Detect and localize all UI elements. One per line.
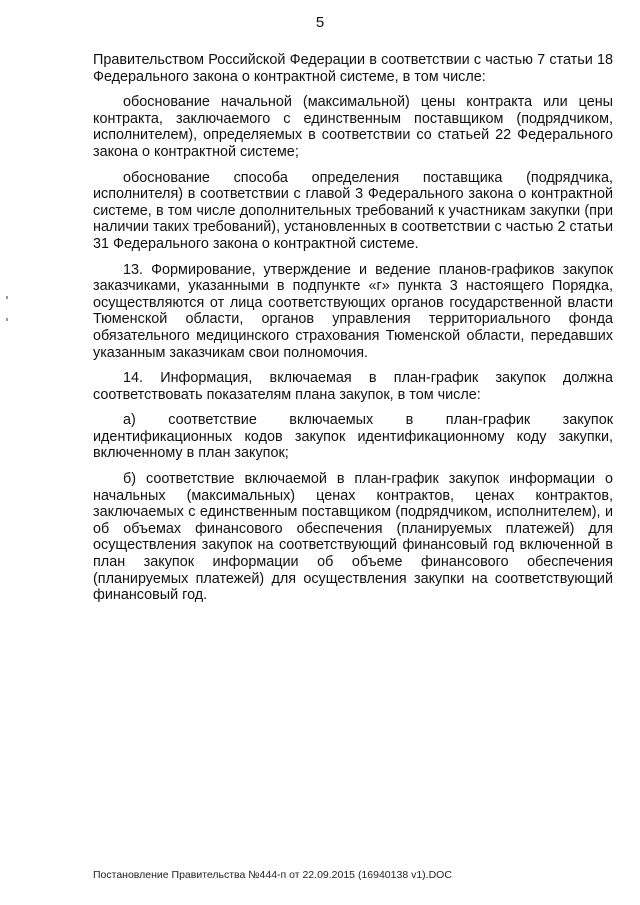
paragraph-continuation: Правительством Российской Федерации в соответствии с частью 7 статьи 18 Федерального закона о контрактной системе, в том числе:: [93, 52, 613, 85]
scan-edge-mark: [6, 318, 8, 321]
paragraph-item-14b: б) соответствие включаемой в план-график закупок информации о начальных (максимальных) ценах контрактов, ценах контрактов, заключаемых с единственным поставщиком (подрядчиком, исполнителем), и об объемах финансового обеспечения (планируемых платежей) для осуществления закупок на соответствующий финансовый год включенной в план закупок информации об объеме финансового обеспечения (планируемых платежей) для осуществления закупки на соответствующий финансовый год.: [93, 471, 613, 604]
page-number: 5: [315, 14, 325, 31]
scan-edge-mark: [6, 296, 8, 299]
document-footer: Постановление Правительства №444-п от 22.09.2015 (16940138 v1).DOC: [93, 869, 452, 881]
paragraph-method-justification: обоснование способа определения поставщика (подрядчика, исполнителя) в соответствии с главой 3 Федерального закона о контрактной системе, в том числе дополнительных требований к участникам закупки (при наличии таких требований), установленных в соответствии с частью 2 статьи 31 Федерального закона о контрактной системе.: [93, 169, 613, 252]
paragraph-item-13: 13. Формирование, утверждение и ведение планов-графиков закупок заказчиками, указанными в подпункте «г» пункта 3 настоящего Порядка, осуществляются от лица соответствующих органов государственной власти Тюменской области, органов управления территориального фонда обязательного медицинского страхования Тюменской области, передавших указанным заказчикам свои полномочия.: [93, 261, 613, 361]
paragraph-item-14: 14. Информация, включаемая в план-график закупок должна соответствовать показателям плана закупок, в том числе:: [93, 370, 613, 403]
document-body: [93, 52, 613, 613]
paragraph-price-justification: обоснование начальной (максимальной) цены контракта или цены контракта, заключаемого с единственным поставщиком (подрядчиком, исполнителем), определяемых в соответствии со статьей 22 Федерального закона о контрактной системе;: [93, 94, 613, 160]
paragraph-item-14a: а) соответствие включаемых в план-график закупок идентификационных кодов закупок идентификационному коду закупки, включенному в план закупок;: [93, 412, 613, 462]
